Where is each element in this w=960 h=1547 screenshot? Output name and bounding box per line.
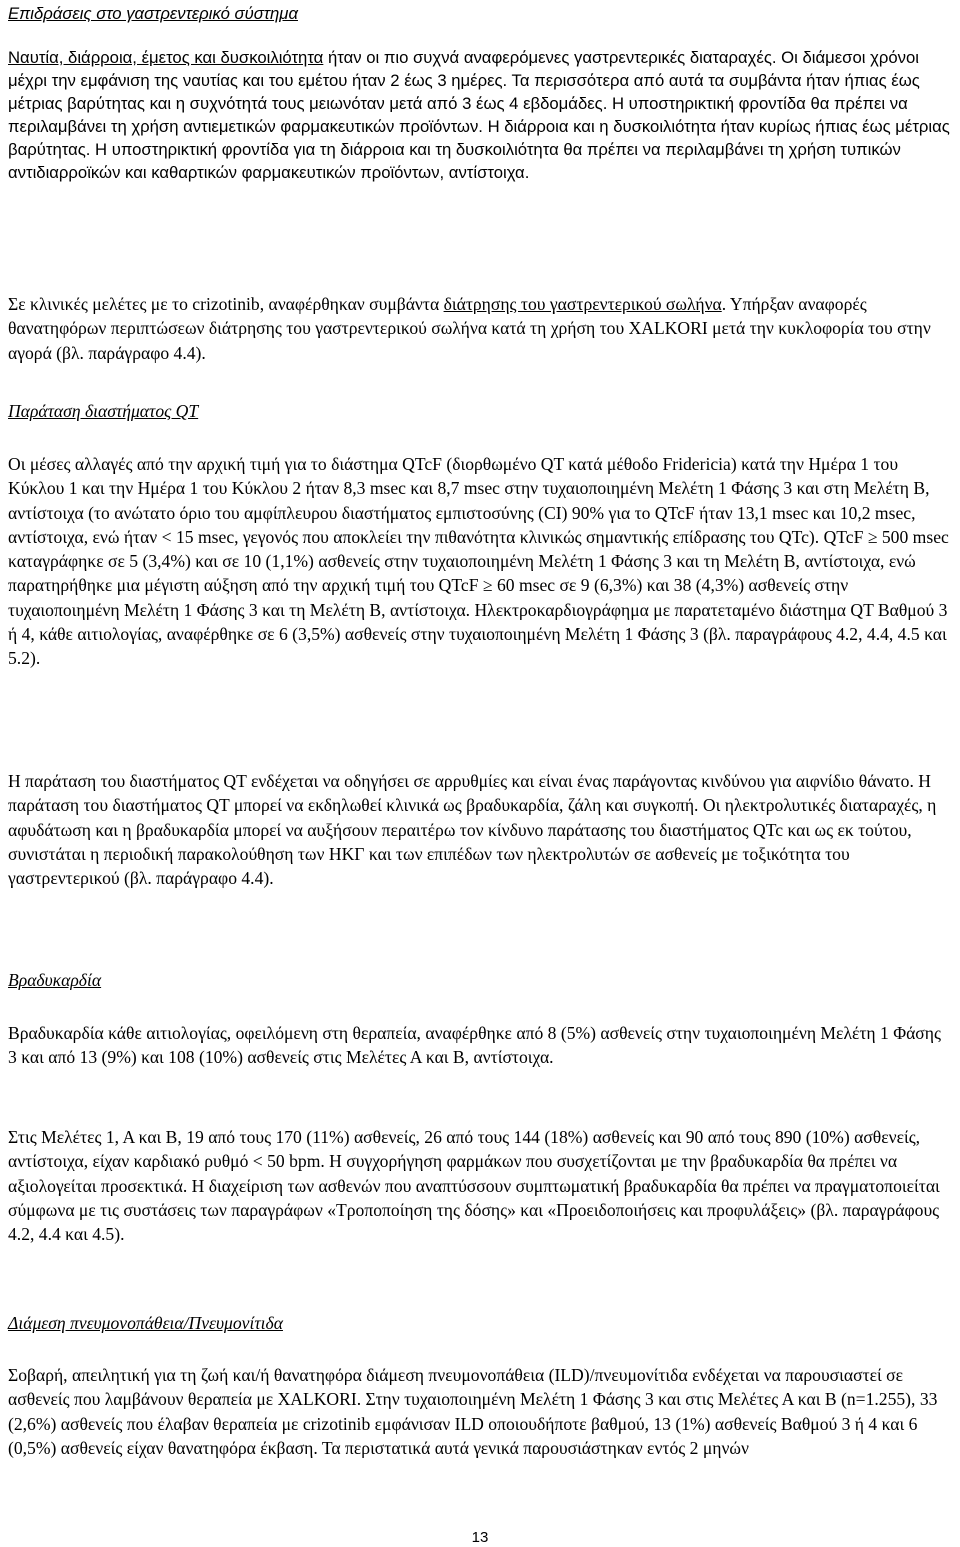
heading-ild: Διάμεση πνευμονοπάθεια/Πνευμονίτιδα	[8, 1313, 283, 1333]
link-gi-perforation[interactable]: διάτρησης του γαστρεντερικού σωλήνα	[443, 294, 722, 314]
paragraph-gi-2	[8, 292, 950, 365]
heading-qt: Παράταση διαστήματος QT	[8, 401, 199, 421]
paragraph-qt-2: Η παράταση του διαστήματος QT ενδέχεται να οδηγήσει σε αρρυθμίες και είναι ένας παράγοντας κινδύνου για αιφνίδιο θάνατο. Η παράταση του διαστήματος QT μπορεί να εκδηλωθεί κλινικά ως βραδυκαρδία, ζάλη και συγκοπή. Οι ηλεκτρολυτικές διαταραχές, η αφυδάτωση και η βραδυκαρδία μπορεί να αυξήσουν περαιτέρω τον κίνδυνο παράτασης του διαστήματος QTc και ως εκ τούτου, συνιστάται η περιοδική παρακολούθηση των ΗΚΓ και των επιπέδων των ηλεκτρολυτών σε ασθενείς με τοξικότητα του γαστρεντερικού (βλ. παράγραφο 4.4).	[8, 771, 937, 889]
paragraph-gi-1-text: ήταν οι πιο συχνά αναφερόμενες γαστρεντερικές διαταραχές. Οι διάμεσοι χρόνοι μέχρι την εμφάνιση της ναυτίας και του εμέτου ήταν 2 έως 3 ημέρες. Τα περισσότερα από αυτά τα συμβάντα ήταν ήπιας έως μέτριας βαρύτητας και η συχνότητά τους μειωνόταν μετά από 3 έως 4 εβδομάδες. Η υποστηρικτική φροντίδα θα πρέπει να περιλαμβάνει τη χρήση αντιεμετικών φαρμακευτικών προϊόντων. Η διάρροια και η δυσκοιλιότητα ήταν κυρίως ήπιας έως μέτριας βαρύτητας. Η υποστηρικτική φροντίδα για τη διάρροια και τη δυσκοιλιότητα θα πρέπει να περιλαμβάνει τη χρήση τυπικών αντιδιαρροϊκών και καθαρτικών φαρμακευτικών προϊόντων, αντίστοιχα.	[8, 48, 950, 182]
paragraph-qt-1-b: 500 msec καταγράφηκε σε 5 (3,4%) και σε 10 (1,1%) ασθενείς στην τυχαιοποιημένη Μελέτη 1 Φάσης 3 και τη Μελέτη Β, αντίστοιχα, ενώ παρατηρήθηκε μια μέγιστη αύξηση από την αρχική τιμή του QTcF	[8, 526, 949, 596]
paragraph-qt-1-a: Οι μέσες αλλαγές από την αρχική τιμή για το διάστημα QTcF (διορθωμένο QT κατά μέθοδο Fridericia) κατά την Ημέρα 1 του Κύκλου 1 και την Ημέρα 1 του Κύκλου 2 ήταν 8,3 msec και 8,7 msec στην τυχαιοποιημένη Μελέτη 1 Φάσης 3 και στη Μελέτη Β, αντίστοιχα (το ανώτατο όριο του αμφίπλευρου διαστήματος εμπιστοσύνης (CI) 90% για το QTcF ήταν 13,1 msec και 10,2 msec, αντίστοιχα, ενώ ήταν < 15 msec, γεγονός που αποκλείει την πιθανότητα κλινικώς σημαντικής επίδρασης του QTc). QTcF	[8, 454, 930, 547]
page-number: 13	[471, 1529, 489, 1546]
heading-gi: Επιδράσεις στο γαστρεντερικό σύστημα	[8, 4, 298, 23]
paragraph-qt-1	[8, 452, 950, 671]
paragraph-bradycardia-1: Βραδυκαρδία κάθε αιτιολογίας, οφειλόμενη στη θεραπεία, αναφέρθηκε από 8 (5%) ασθενείς στην τυχαιοποιημένη Μελέτη 1 Φάσης 3 και από 13 (9%) και 108 (10%) ασθενείς στις Μελέτες Α και Β, αντίστοιχα.	[8, 1023, 941, 1068]
paragraph-ild-1: Σοβαρή, απειλητική για τη ζωή και/ή θανατηφόρα διάμεση πνευμονοπάθεια (ILD)/πνευμονίτιδα ενδέχεται να παρουσιαστεί σε ασθενείς που λαμβάνουν θεραπεία με XALKORI. Στην τυχαιοποιημένη Μελέτη 1 Φάσης 3 και στις Μελέτες Α και Β (n=1.255), 33 (2,6%) ασθενείς που έλαβαν θεραπεία με crizotinib εμφάνισαν ILD οποιουδήποτε βαθμού, 13 (1%) ασθενείς Βαθμού 3 ή 4 και 6 (0,5%) ασθενείς είχαν θανατηφόρα έκβαση. Τα περιστατικά αυτά γενικά παρουσιάστηκαν εντός 2 μηνών	[8, 1365, 938, 1458]
ge-symbol: ≥	[867, 526, 878, 547]
heading-bradycardia: Βραδυκαρδία	[8, 970, 102, 990]
link-gi-symptoms[interactable]: Ναυτία, διάρροια, έμετος και δυσκοιλιότητα	[8, 48, 324, 67]
paragraph-bradycardia-2: Στις Μελέτες 1, Α και Β, 19 από τους 170 (11%) ασθενείς, 26 από τους 144 (18%) ασθενείς και 90 από τους 890 (10%) ασθενείς, αντίστοιχα, είχαν καρδιακό ρυθμό < 50 bpm. Η συγχορήγηση φαρμάκων που συσχετίζονται με την βραδυκαρδία θα πρέπει να αξιολογείται προσεκτικά. Η διαχείριση των ασθενών που αναπτύσσουν συμπτωματική βραδυκαρδία θα πρέπει να πραγματοποιείται σύμφωνα με τις συστάσεις των παραγράφων «Τροποποίηση της δόσης» και «Προειδοποιήσεις και προφυλάξεις» (βλ. παραγράφους 4.2, 4.4 και 4.5).	[8, 1127, 940, 1245]
paragraph-gi-1	[8, 46, 950, 184]
paragraph-gi-2-start: Σε κλινικές μελέτες με το crizotinib, αναφέρθηκαν συμβάντα	[8, 294, 444, 314]
paragraph-gi-2-text: . Υπήρξαν αναφορές θανατηφόρων περιπτώσεων διάτρησης του γαστρεντερικού σωλήνα κατά τη χρήση του XALKORI μετά την κυκλοφορία του στην αγορά (βλ. παράγραφο 4.4).	[8, 294, 931, 363]
ge-symbol: ≥	[482, 575, 493, 596]
paragraph-qt-1-c: 60 msec σε 9 (6,3%) και 38 (4,3%) ασθενείς στην τυχαιοποιημένη Μελέτη 1 Φάσης 3 και τη Μελέτη Β, αντίστοιχα. Ηλεκτροκαρδιογράφημα με παρατεταμένο διάστημα QT Βαθμού 3 ή 4, κάθε αιτιολογίας, αναφέρθηκε σε 6 (3,5%) ασθενείς στην τυχαιοποιημένη Μελέτη 1 Φάσης 3 (βλ. παραγράφους 4.2, 4.4, 4.5 και 5.2).	[8, 575, 948, 669]
